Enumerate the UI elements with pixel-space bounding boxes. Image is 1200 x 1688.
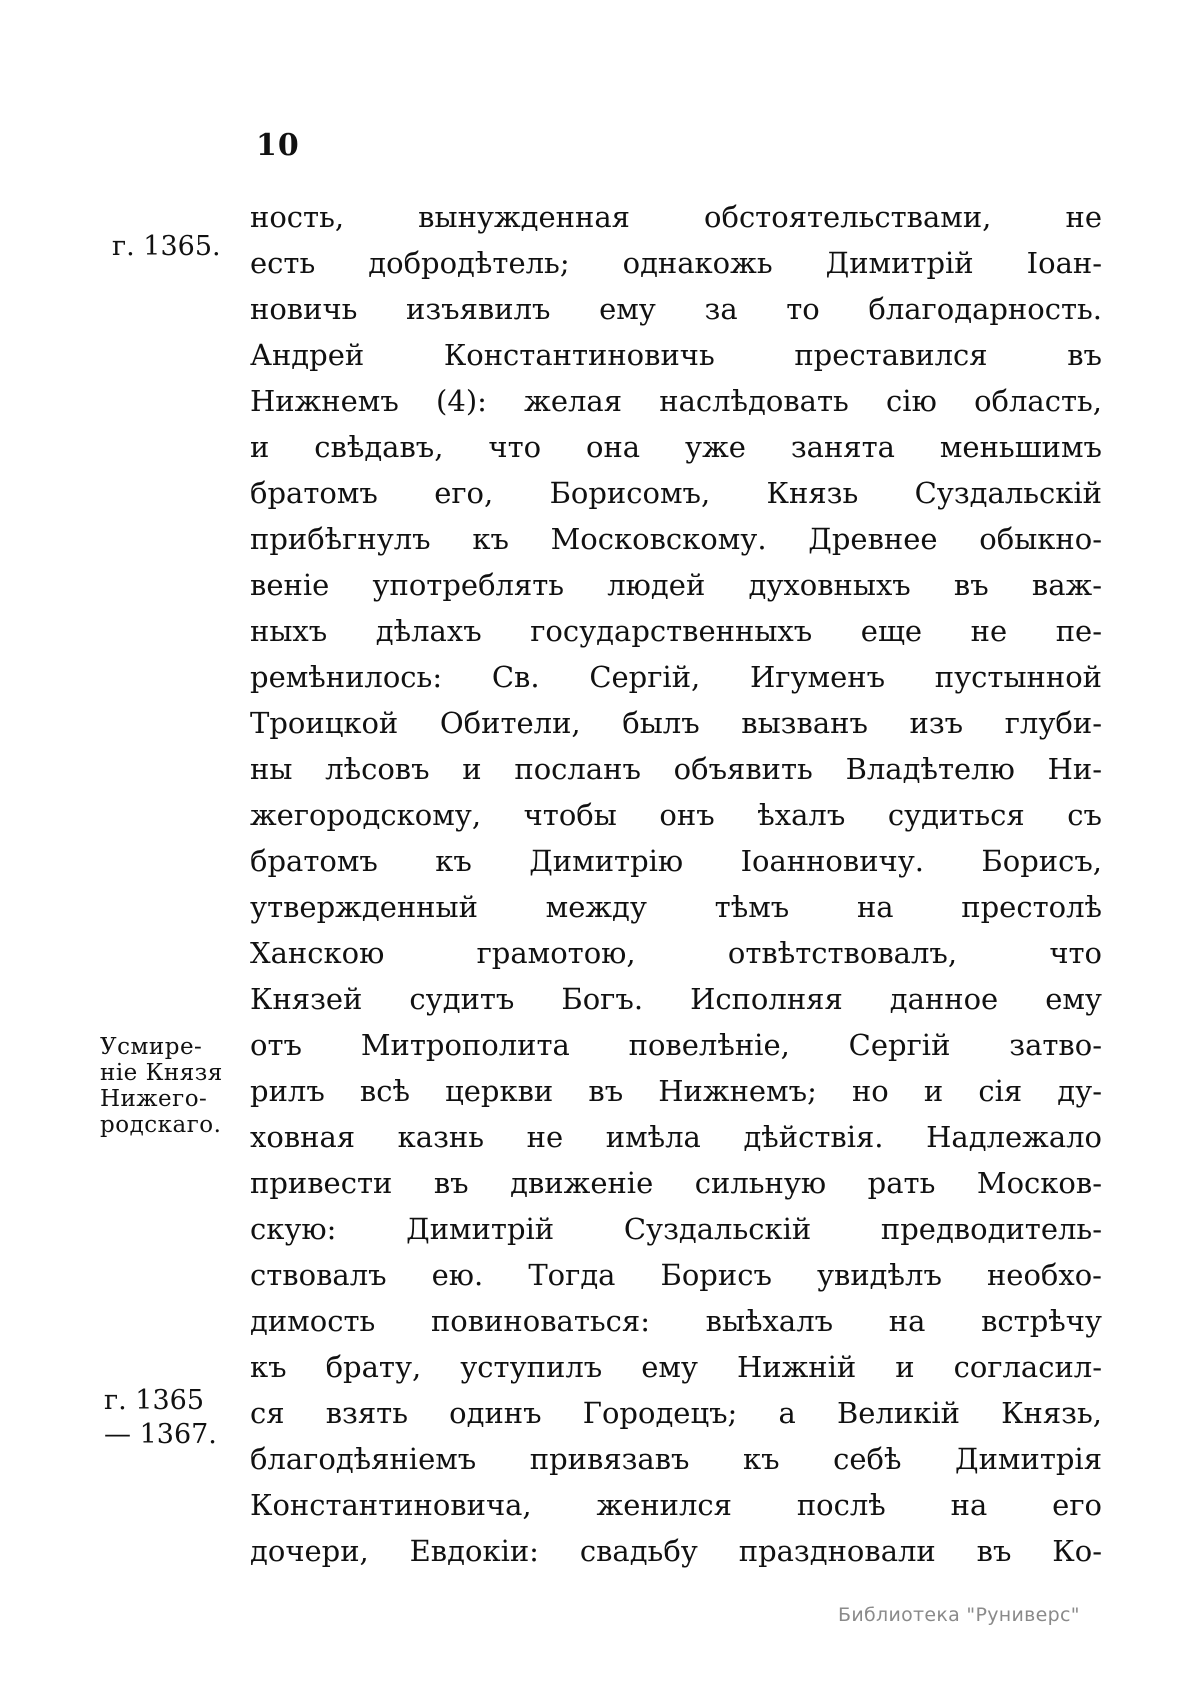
side-heading-line: родскаго. [100, 1112, 222, 1138]
text-line: ны лѣсовъ и посланъ объявить Владѣтелю Ни- [250, 752, 1102, 786]
text-line: утвержденный между тѣмъ на престолѣ [250, 890, 1102, 924]
text-line: братомъ его, Борисомъ, Князь Суздальскій [250, 476, 1102, 510]
side-heading-line: Нижего- [100, 1086, 208, 1112]
text-line: ся взять одинъ Городецъ; а Великій Князь, [250, 1396, 1102, 1430]
text-line: скую: Димитрій Суздальскій предводитель- [250, 1212, 1102, 1246]
text-line: и свѣдавъ, что она уже занята меньшимъ [250, 430, 1102, 464]
text-line: къ брату, уступилъ ему Нижній и согласил- [250, 1350, 1102, 1384]
side-heading-line: ніе Князя [100, 1060, 223, 1086]
text-line: благодѣяніемъ привязавъ къ себѣ Димитрія [250, 1442, 1102, 1476]
margin-year-range [104, 1384, 217, 1452]
text-line: ность, вынужденная обстоятельствами, не [250, 200, 1102, 234]
text-line: Князей судитъ Богъ. Исполняя данное ему [250, 982, 1102, 1016]
side-heading-line: Усмире- [100, 1034, 203, 1060]
text-line: ремѣнилось: Св. Сергій, Игуменъ пустынной [250, 660, 1102, 694]
text-line: ствовалъ ею. Тогда Борисъ увидѣлъ необхо- [250, 1258, 1102, 1292]
margin-year-note: г. 1365. [112, 231, 221, 262]
text-line: есть добродѣтель; однакожь Димитрій Іоан- [250, 246, 1102, 280]
text-line: жегородскому, чтобы онъ ѣхалъ судиться съ [250, 798, 1102, 832]
body-text [250, 194, 1102, 1574]
text-line: Константиновича, женился послѣ на его [250, 1488, 1102, 1522]
text-line: дочери, Евдокіи: свадьбу праздновали въ Ко- [250, 1534, 1102, 1568]
text-line: ныхъ дѣлахъ государственныхъ еще не пе- [250, 614, 1102, 648]
library-watermark: Библиотека "Руниверс" [838, 1604, 1080, 1626]
year-range-line: г. 1365 [104, 1385, 205, 1416]
text-line: димость повиноваться: выѣхалъ на встрѣчу [250, 1304, 1102, 1338]
text-line: веніе употреблять людей духовныхъ въ важ- [250, 568, 1102, 602]
text-line: прибѣгнулъ къ Московскому. Древнее обыкно- [250, 522, 1102, 556]
text-line: Нижнемъ (4): желая наслѣдовать сію область, [250, 384, 1102, 418]
text-line: Андрей Константиновичь преставился въ [250, 338, 1102, 372]
text-line: братомъ къ Димитрію Іоанновичу. Борисъ, [250, 844, 1102, 878]
year-range-line: — 1367. [104, 1419, 217, 1450]
margin-side-heading [100, 1034, 223, 1138]
text-line: рилъ всѣ церкви въ Нижнемъ; но и сія ду- [250, 1074, 1102, 1108]
text-line: Троицкой Обители, былъ вызванъ изъ глуби- [250, 706, 1102, 740]
text-line: Ханскою грамотою, отвѣтствовалъ, что [250, 936, 1102, 970]
page-number: 10 [256, 128, 300, 163]
text-line: привести въ движеніе сильную рать Москов- [250, 1166, 1102, 1200]
text-line: ховная казнь не имѣла дѣйствія. Надлежало [250, 1120, 1102, 1154]
text-line: отъ Митрополита повелѣніе, Сергій затво- [250, 1028, 1102, 1062]
text-line: новичь изъявилъ ему за то благодарность. [250, 292, 1102, 326]
